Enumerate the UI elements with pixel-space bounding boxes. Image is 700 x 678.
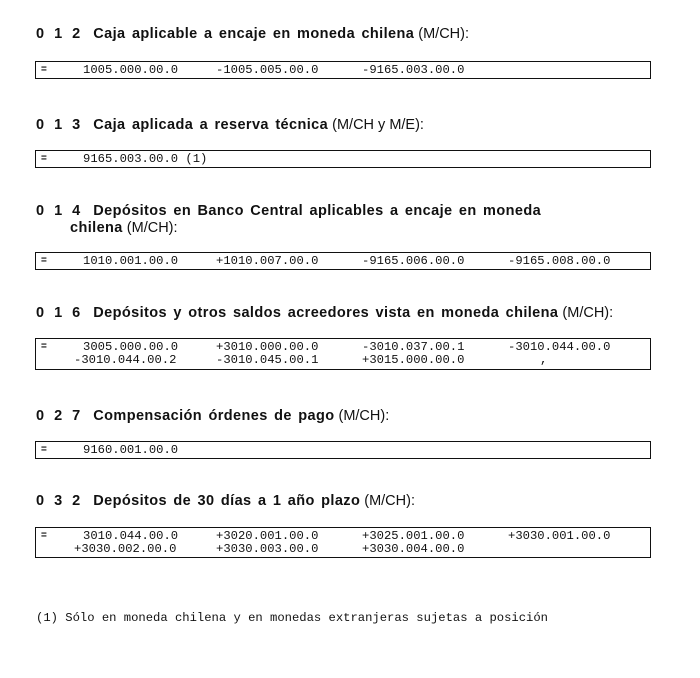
account-code: +3025.001.00.0 <box>362 529 465 543</box>
account-code: -9165.006.00.0 <box>362 254 465 268</box>
account-box <box>35 441 651 459</box>
footnote: (1) Sólo en moneda chilena y en monedas extranjeras sujetas a posición <box>36 611 548 625</box>
section-code: 0 1 2 <box>36 26 84 42</box>
account-row <box>36 354 650 367</box>
section-heading <box>36 493 415 510</box>
section-heading <box>36 117 424 134</box>
equals-marker: = <box>41 341 47 352</box>
account-row <box>36 64 650 77</box>
account-code: -3010.045.00.1 <box>216 353 319 367</box>
section-code: 0 1 6 <box>36 305 84 321</box>
account-code: +3020.001.00.0 <box>216 529 319 543</box>
equals-marker: = <box>41 530 47 541</box>
section-code: 0 1 3 <box>36 117 84 133</box>
section-unit: (M/CH): <box>364 493 415 509</box>
section-title: Caja aplicada a reserva técnica <box>93 117 329 133</box>
section-heading <box>36 408 389 425</box>
account-code: 1005.000.00.0 <box>83 63 179 77</box>
account-code: +3010.000.00.0 <box>216 340 319 354</box>
account-box <box>35 61 651 79</box>
section-heading <box>36 26 469 43</box>
section-code: 0 2 7 <box>36 408 84 424</box>
account-code: -9165.008.00.0 <box>508 254 611 268</box>
section-unit: (M/CH): <box>126 220 178 236</box>
section-title: Caja aplicable a encaje en moneda chilena <box>93 26 415 42</box>
section-title: Depósitos en Banco Central aplicables a encaje en moneda <box>93 203 542 219</box>
section-unit: (M/CH): <box>418 26 470 42</box>
section-code: 0 1 4 <box>36 203 84 219</box>
account-box <box>35 150 651 168</box>
account-code: 3005.000.00.0 <box>83 340 179 354</box>
section-code: 0 3 2 <box>36 493 84 509</box>
account-code: -3010.044.00.2 <box>74 353 177 367</box>
account-row <box>36 255 650 268</box>
equals-marker: = <box>41 444 47 455</box>
section-unit: (M/CH): <box>338 408 390 424</box>
section-unit: (M/CH y M/E): <box>332 117 424 133</box>
account-code: 1010.001.00.0 <box>83 254 179 268</box>
account-code: -1005.005.00.0 <box>216 63 319 77</box>
account-code: +3015.000.00.0 <box>362 353 465 367</box>
section-title-line2: chilena <box>70 220 123 236</box>
section-title: Depósitos y otros saldos acreedores vista en moneda chilena <box>93 305 559 321</box>
account-code: -9165.003.00.0 <box>362 63 465 77</box>
account-box <box>35 338 651 370</box>
account-row <box>36 153 650 166</box>
account-code: +1010.007.00.0 <box>216 254 319 268</box>
equals-marker: = <box>41 153 47 164</box>
equals-marker: = <box>41 64 47 75</box>
section-heading <box>36 305 613 322</box>
section-title: Compensación órdenes de pago <box>93 408 335 424</box>
account-code: +3030.002.00.0 <box>74 542 177 556</box>
account-row <box>36 543 650 556</box>
account-code: 9165.003.00.0 (1) <box>83 152 208 166</box>
account-box <box>35 252 651 270</box>
account-code: -3010.037.00.1 <box>362 340 465 354</box>
account-box <box>35 527 651 558</box>
section-unit: (M/CH): <box>562 305 614 321</box>
equals-marker: = <box>41 255 47 266</box>
account-code: -3010.044.00.0 <box>508 340 611 354</box>
account-row <box>36 444 650 457</box>
account-code: +3030.001.00.0 <box>508 529 611 543</box>
section-title: Depósitos de 30 días a 1 año plazo <box>93 493 361 509</box>
section-heading <box>36 203 541 237</box>
account-code: 3010.044.00.0 <box>83 529 179 543</box>
account-code: +3030.004.00.0 <box>362 542 465 556</box>
account-code: +3030.003.00.0 <box>216 542 319 556</box>
stray-mark: , <box>540 353 548 367</box>
account-code: 9160.001.00.0 <box>83 443 179 457</box>
